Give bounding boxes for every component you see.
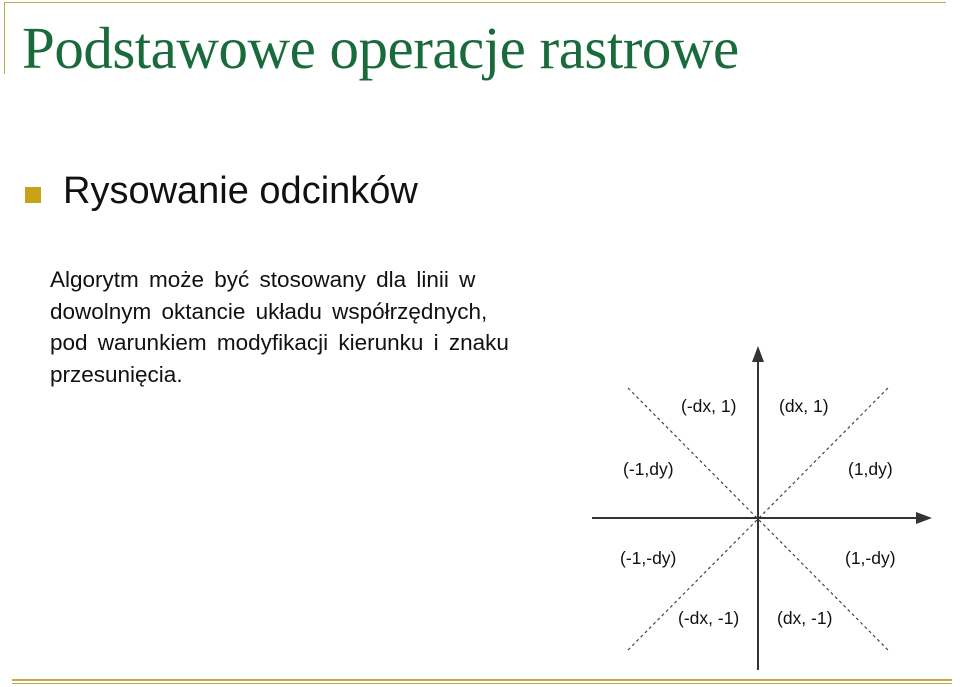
label-upper-right: (1,dy) [848, 459, 893, 479]
label-lower-left: (-1,-dy) [620, 548, 677, 568]
label-bottom-right: (dx, -1) [777, 608, 833, 628]
label-lower-right: (1,-dy) [845, 548, 896, 568]
title-frame-left [4, 2, 5, 74]
label-upper-left: (-1,dy) [623, 459, 674, 479]
body-line: pod warunkiem modyfikacji kierunku i znaku [50, 330, 509, 355]
title-frame-top [4, 2, 946, 3]
bottom-rule [12, 679, 952, 681]
body-line: przesunięcia. [50, 361, 183, 387]
y-axis-arrow-icon [752, 346, 764, 362]
slide-title: Podstawowe operacje rastrowe [22, 15, 739, 81]
body-line: dowolnym oktancie układu współrzędnych, [50, 298, 488, 324]
octant-diagram [580, 340, 950, 675]
label-top-left: (-dx, 1) [681, 396, 737, 416]
body-paragraph [50, 264, 590, 390]
bottom-rule-thin [12, 683, 952, 684]
label-top-right: (dx, 1) [779, 396, 829, 416]
bullet-square-icon [25, 187, 41, 203]
bullet-heading: Rysowanie odcinków [63, 170, 418, 212]
body-line: Algorytm może być stosowany dla linii w [50, 267, 476, 292]
label-bottom-left: (-dx, -1) [678, 608, 740, 628]
x-axis-arrow-icon [916, 512, 932, 524]
